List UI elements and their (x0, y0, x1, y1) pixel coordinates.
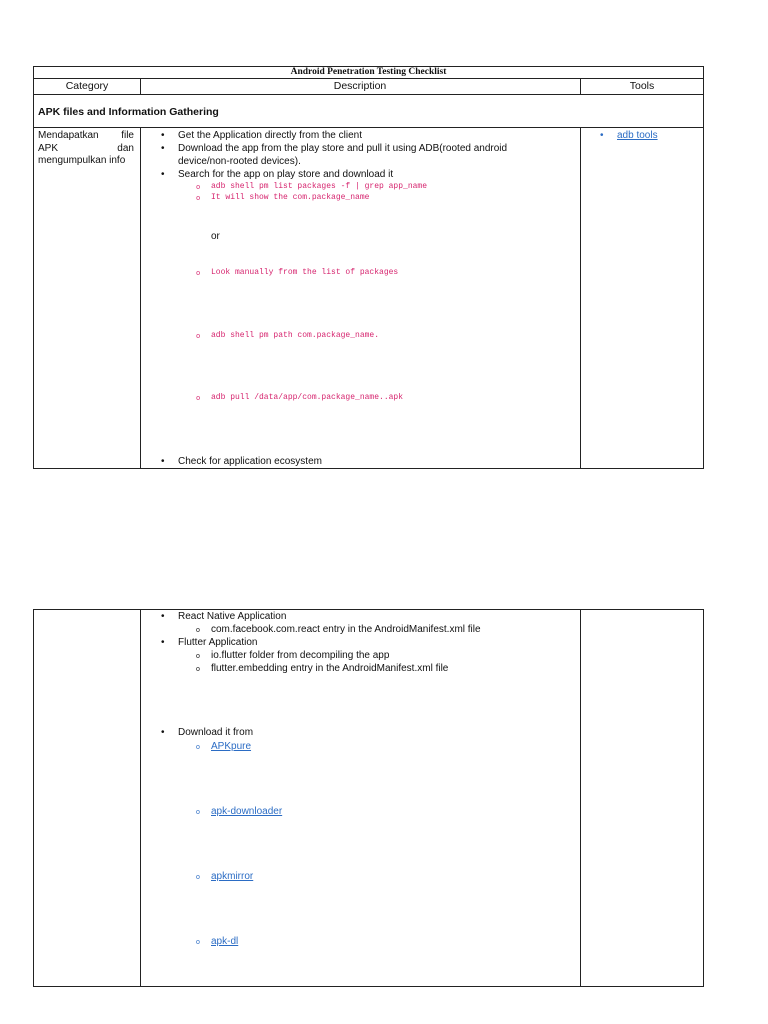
category-cell (38, 130, 134, 168)
code-list-packages: o adb shell pm list packages -f | grep app_name (211, 182, 427, 192)
table-title: Android Penetration Testing Checklist (290, 67, 447, 77)
link-apkpure[interactable]: o APKpure (211, 741, 251, 754)
header-divider (34, 94, 703, 95)
bullet-react-native: • React Native Application (178, 611, 286, 624)
bullet-download-from: • Download it from (178, 727, 253, 740)
code-pm-path: o adb shell pm path com.package_name. (211, 331, 379, 341)
sub-flutter-folder: o io.flutter folder from decompiling the app (211, 650, 389, 663)
col-divider-2-t2 (580, 610, 581, 986)
header-tools: Tools (629, 80, 655, 92)
code-adb-pull: o adb pull /data/app/com.package_name..apk (211, 393, 403, 403)
bullet-check-ecosystem: • Check for application ecosystem (178, 456, 322, 469)
bullet-download-app: • Download the app from the play store and pull it using ADB(rooted android (178, 143, 507, 156)
category-line-1: Mendapatkan file (38, 130, 134, 141)
section-divider (34, 127, 703, 128)
bullet-flutter: • Flutter Application (178, 637, 258, 650)
col-divider-1-body (140, 127, 141, 468)
header-category: Category (65, 80, 109, 92)
section-heading: APK files and Information Gathering (38, 106, 219, 118)
category-line-3: mengumpulkan info (38, 155, 126, 166)
sub-react-entry: o com.facebook.com.react entry in the AndroidManifest.xml file (211, 624, 481, 637)
bullet-search-app: • Search for the app on play store and download it (178, 169, 393, 182)
category-line-2: APK dan (38, 142, 134, 154)
link-apk-downloader[interactable]: o apk-downloader (211, 806, 282, 819)
checklist-table-2 (33, 609, 704, 987)
header-description: Description (333, 80, 387, 92)
bullet-download-app-cont: device/non-rooted devices). (178, 156, 301, 167)
col-divider-1-t2 (140, 610, 141, 986)
col-divider-2-body (580, 127, 581, 468)
sub-flutter-embedding: o flutter.embedding entry in the AndroidManifest.xml file (211, 663, 448, 676)
title-divider (34, 78, 703, 79)
code-show-package: o It will show the com.package_name (211, 193, 369, 203)
or-text: or (211, 231, 220, 242)
checklist-table-1 (33, 66, 704, 469)
link-apk-dl[interactable]: o apk-dl (211, 936, 238, 949)
bullet-get-app: • Get the Application directly from the client (178, 130, 362, 143)
link-apkmirror[interactable]: o apkmirror (211, 871, 253, 884)
code-look-manually: o Look manually from the list of packages (211, 268, 398, 278)
link-adb-tools[interactable]: • adb tools (617, 130, 658, 143)
